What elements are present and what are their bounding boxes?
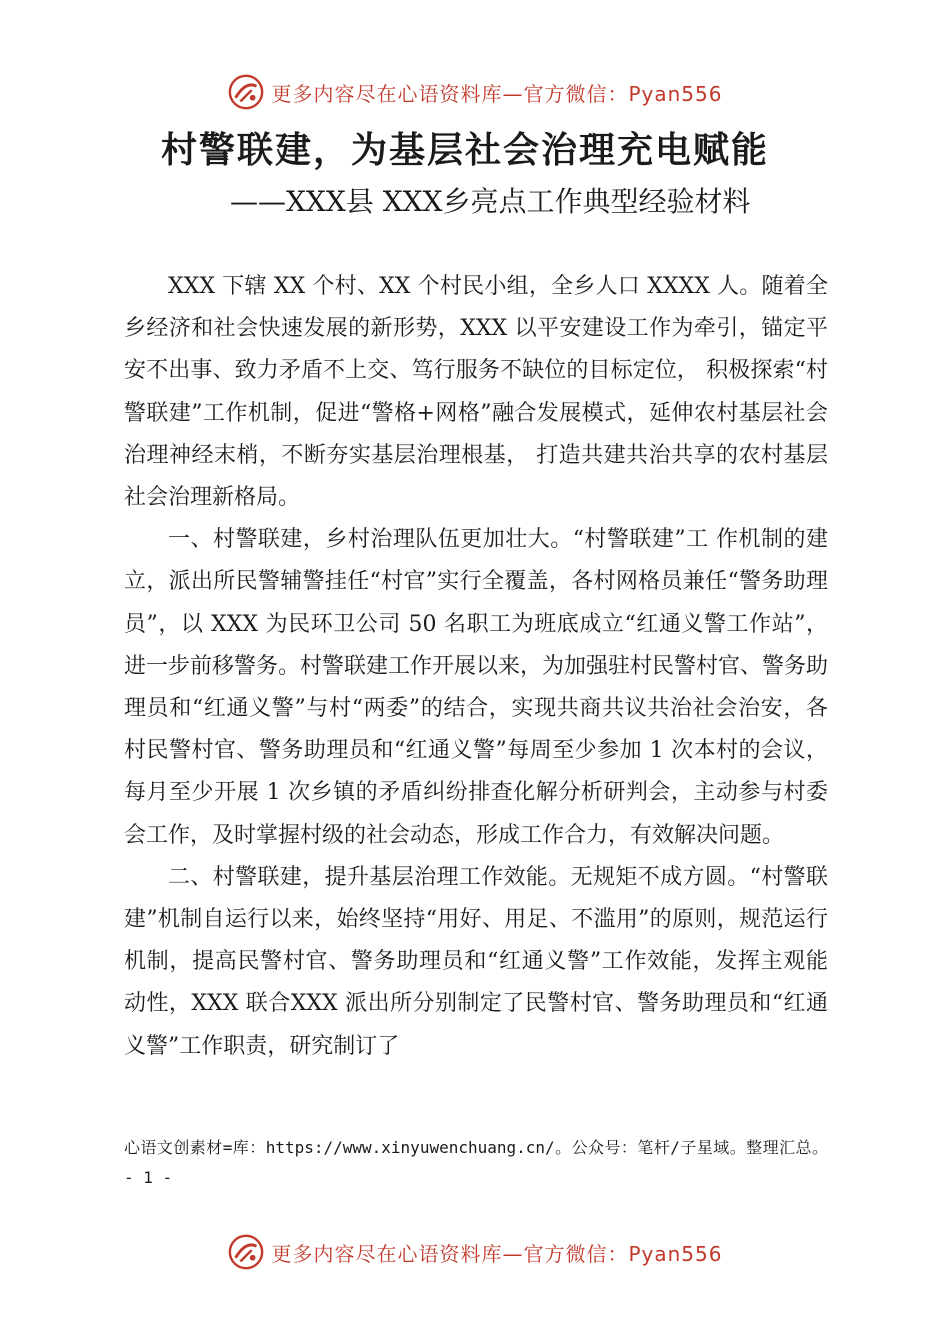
document-subtitle: ——XXX县 XXX乡亮点工作典型经验材料 [230,185,751,218]
watermark-text: 更多内容尽在心语资料库—官方微信：Pyan556 [271,81,723,106]
brand-logo-icon [227,73,265,111]
paragraph-section-1: 一、村警联建，乡村治理队伍更加壮大。“村警联建”工 作机制的建立，派出所民警辅警挂任“村官”实行全覆盖，各村网格员兼任“警务助理员”，以 XXX 为民环卫公司 50 名职工为班底成立“红通义警工作站”，进一步前移警务。村警联建工作开展以来，为加强驻村民警村官、警务助理员和“红通义警”与村“两委”的结合，实现共商共议共治社会治安，各村民警村官、警务助理员和“红通义警”每周至少参加 1 次本村的会议，每月至少开展 1 次乡镇的矛盾纠纷排查化解分析研判会，主动参与村委会工作，及时掌握村级的社会动态，形成工作合力，有效解决问题。 [124,527,829,848]
footer-source: 心语文创素材=库：https://www.xinyuwenchuang.cn/。公众号：笔杆/子星域。整理汇总。 [124,1138,828,1157]
page-number: - 1 - [124,1168,173,1187]
header-watermark-banner [0,72,950,112]
document-body [124,266,828,1068]
brand-logo-icon [227,1233,265,1271]
paragraph-intro: XXX 下辖 XX 个村、XX 个村民小组，全乡人口 XXXX 人。随着全乡经济和社会快速发展的新形势，XXX 以平安建设工作为牵引，锚定平安不出事、致力矛盾不上交、笃行服务不缺位的目标定位， 积极探索“村警联建”工作机制，促进“警格+网格”融合发展模式，延伸农村基层社会治理神经末梢，不断夯实基层治理根基， 打造共建共治共享的农村基层社会治理新格局。 [124,274,828,511]
paragraph-section-2: 二、村警联建，提升基层治理工作效能。无规矩不成方圆。“村警联建”机制自运行以来，始终坚持“用好、用足、不滥用”的原则，规范运行机制，提高民警村官、警务助理员和“红通义警”工作效能，发挥主观能动性，XXX 联合XXX 派出所分别制定了民警村官、警务助理员和“红通义警”工作职责，研究制订了 [124,864,828,1059]
footer-watermark-banner [0,1232,950,1272]
document-title: 村警联建，为基层社会治理充电赋能 [160,129,769,171]
watermark-text: 更多内容尽在心语资料库—官方微信：Pyan556 [271,1241,723,1266]
page-footer [124,1133,828,1193]
